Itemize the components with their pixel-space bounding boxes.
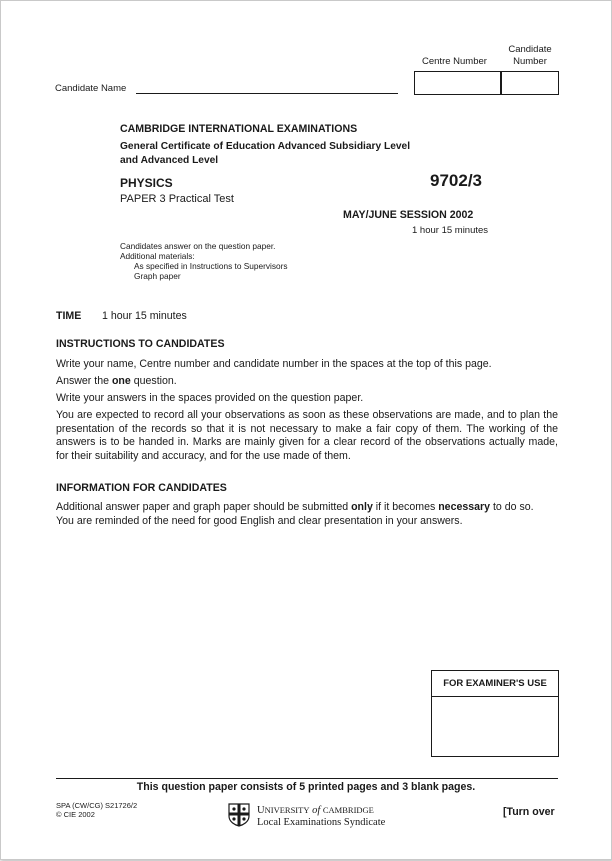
instruction-p3: Write your answers in the spaces provided on the question paper.	[56, 392, 364, 404]
examiner-use-label: FOR EXAMINER'S USE	[432, 671, 558, 697]
materials-line-2: Additional materials:	[120, 251, 195, 261]
candidate-number-box[interactable]	[500, 71, 559, 95]
reference-block: SPA (CW/CG) S21726/2 © CIE 2002	[56, 801, 138, 819]
university-crest-icon	[228, 803, 250, 827]
candidate-name-label: Candidate Name	[55, 83, 127, 94]
certificate-line-2: and Advanced Level	[120, 155, 219, 166]
turn-over: [Turn over	[503, 806, 555, 818]
materials-line-1: Candidates answer on the question paper.	[120, 241, 276, 251]
centre-number-box[interactable]	[414, 71, 502, 95]
examiner-use-box	[431, 670, 559, 757]
university-name: UNIVERSITY of CAMBRIDGE	[257, 805, 374, 816]
duration: 1 hour 15 minutes	[412, 225, 489, 236]
university-logo-text	[257, 804, 385, 829]
paper-title: PAPER 3 Practical Test	[120, 193, 234, 205]
instructions-heading: INSTRUCTIONS TO CANDIDATES	[56, 338, 225, 350]
instruction-p2: Answer the one question.	[56, 375, 177, 387]
footer-rule	[56, 778, 558, 779]
materials-line-4: Graph paper	[134, 271, 181, 281]
information-heading: INFORMATION FOR CANDIDATES	[56, 482, 227, 494]
instruction-p1: Write your name, Centre number and candidate number in the spaces at the top of this page.	[56, 358, 492, 370]
time-value: 1 hour 15 minutes	[102, 310, 187, 322]
session: MAY/JUNE SESSION 2002	[343, 209, 474, 221]
materials-line-3: As specified in Instructions to Supervisors	[134, 261, 288, 271]
information-p2: You are reminded of the need for good English and clear presentation in your answers.	[56, 515, 463, 527]
time-label: TIME	[56, 310, 82, 322]
information-p1: Additional answer paper and graph paper should be submitted only if it becomes necessary to do so.	[56, 501, 534, 513]
exam-board: CAMBRIDGE INTERNATIONAL EXAMINATIONS	[120, 123, 358, 135]
candidate-number-label: Candidate Number	[508, 44, 552, 67]
certificate-line-1: General Certificate of Education Advanced Subsidiary Level	[120, 141, 411, 152]
centre-number-label: Centre Number	[422, 56, 487, 67]
pages-note: This question paper consists of 5 printed pages and 3 blank pages.	[136, 781, 476, 793]
candidate-name-line[interactable]	[136, 93, 398, 94]
instruction-p4: You are expected to record all your observations as soon as these observations are made, and to plan the presentation of the records so that it is not necessary to make a fair copy of them. The working of the answers is to be handed in. Marks are mainly given for a clear record of the observations actually made, for their suitability and accuracy, and for the use made of them.	[56, 409, 558, 462]
syndicate-name: Local Examinations Syndicate	[257, 817, 386, 828]
subject-title: PHYSICS	[120, 176, 173, 190]
paper-code: 9702/3	[430, 171, 482, 190]
